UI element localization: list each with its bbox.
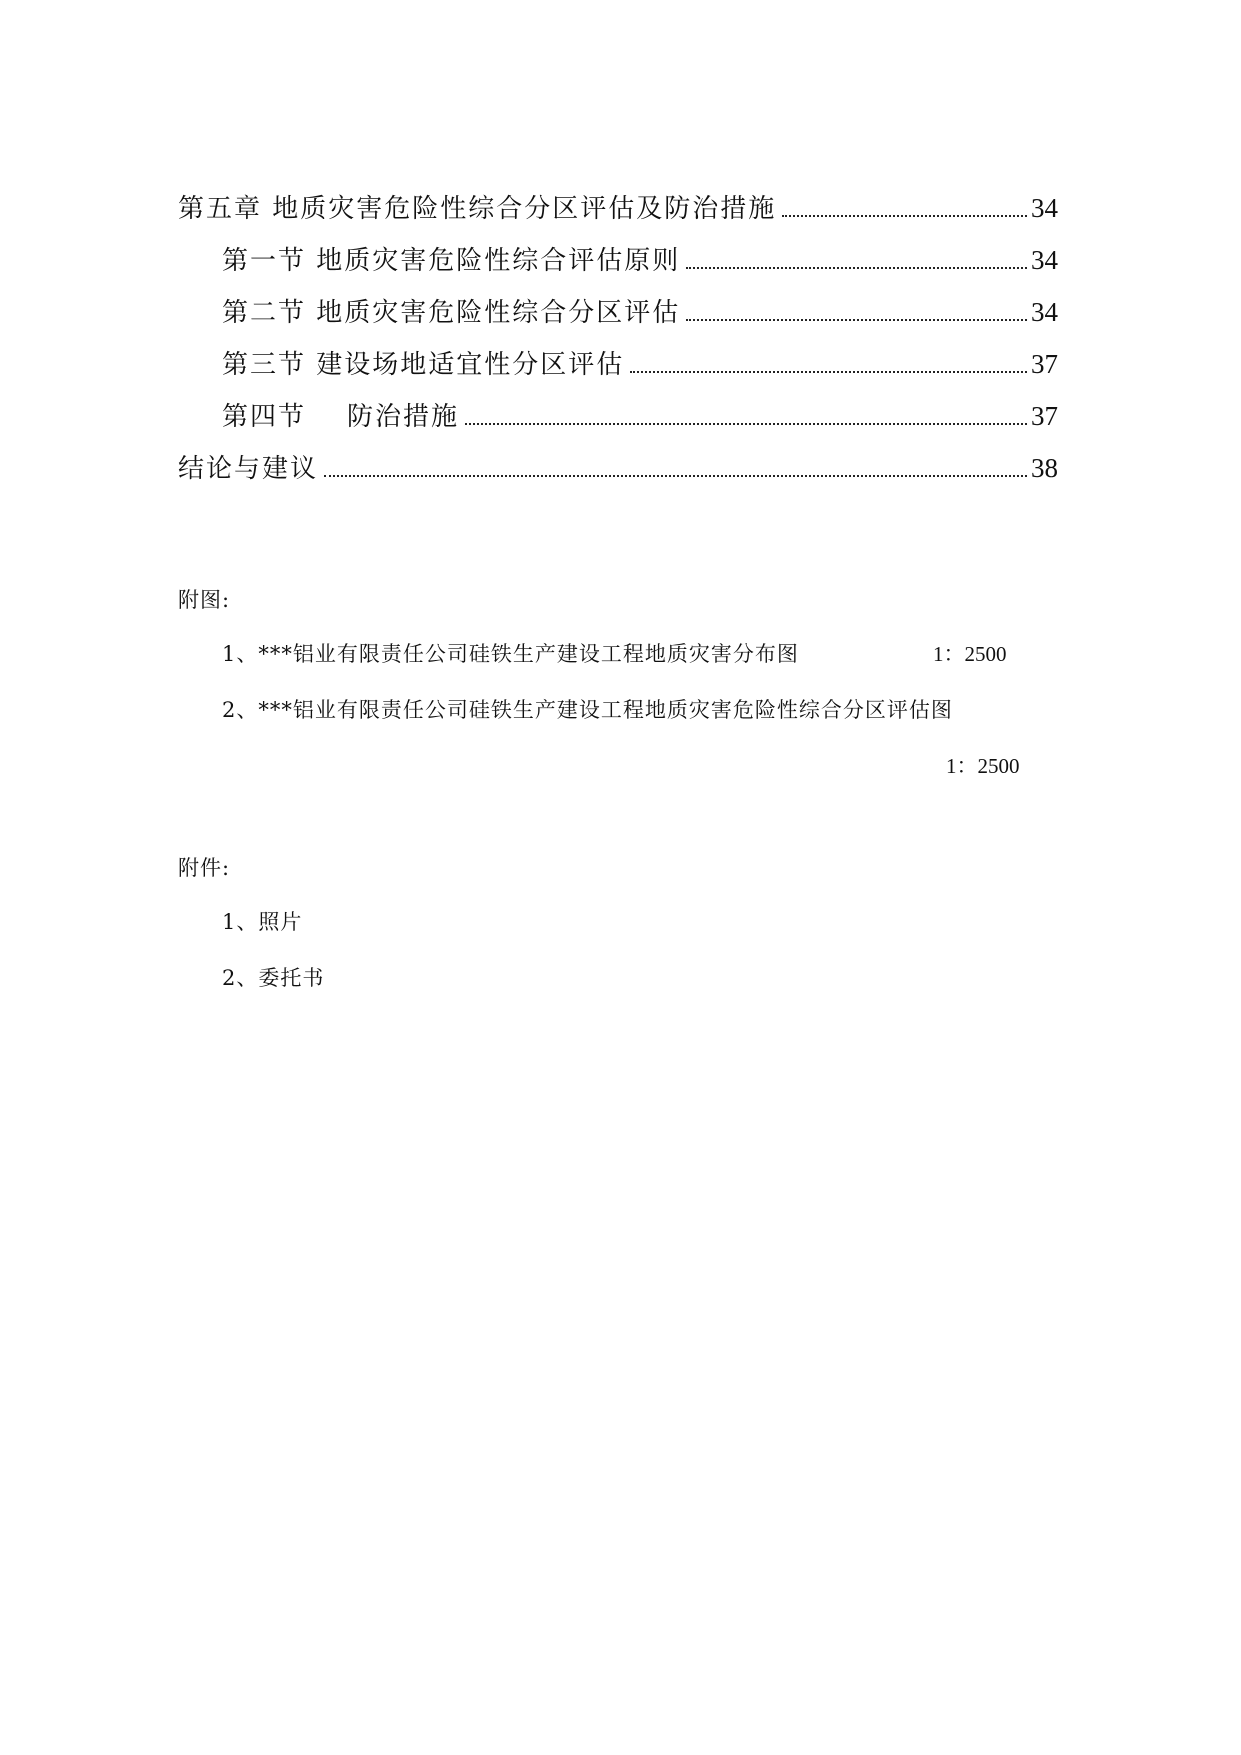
toc-page-number: 38 <box>1031 453 1058 483</box>
toc-entry-title: 结论与建议 <box>178 454 319 484</box>
toc-page-number: 37 <box>1031 349 1058 379</box>
toc-dot-leader <box>324 474 1027 477</box>
toc-page-number: 34 <box>1031 297 1058 327</box>
attachment-item-1: 1、照片 <box>222 910 303 934</box>
table-of-contents <box>178 188 1058 500</box>
figures-heading: 附图: <box>178 588 231 612</box>
toc-dot-leader <box>686 318 1027 321</box>
attachments-heading: 附件: <box>178 856 231 880</box>
toc-entry-title: 第二节 地质灾害危险性综合分区评估 <box>222 298 681 328</box>
toc-entry-section-3[interactable] <box>178 344 1058 396</box>
toc-entry-title: 第四节 防治措施 <box>222 402 460 432</box>
figure-scale-1: 1：2500 <box>933 642 1007 666</box>
toc-entry-title: 第五章 地质灾害危险性综合分区评估及防治措施 <box>178 194 777 224</box>
toc-dot-leader <box>686 266 1027 269</box>
toc-page-number: 37 <box>1031 401 1058 431</box>
toc-entry-title: 第一节 地质灾害危险性综合评估原则 <box>222 246 681 276</box>
attachment-item-2: 2、委托书 <box>222 966 325 990</box>
toc-page-number: 34 <box>1031 193 1058 223</box>
toc-page-number: 34 <box>1031 245 1058 275</box>
toc-dot-leader <box>782 214 1027 217</box>
figure-item-1: 1、***铝业有限责任公司硅铁生产建设工程地质灾害分布图 <box>222 642 799 666</box>
figure-item-2: 2、***铝业有限责任公司硅铁生产建设工程地质灾害危险性综合分区评估图 <box>222 698 953 722</box>
toc-entry-section-4[interactable] <box>178 396 1058 448</box>
figure-scale-2: 1：2500 <box>946 754 1020 778</box>
toc-dot-leader <box>630 370 1027 373</box>
toc-entry-conclusion[interactable] <box>178 448 1058 500</box>
toc-dot-leader <box>465 422 1027 425</box>
toc-entry-section-1[interactable] <box>178 240 1058 292</box>
toc-entry-title: 第三节 建设场地适宜性分区评估 <box>222 350 625 380</box>
toc-entry-chapter-5[interactable] <box>178 188 1058 240</box>
toc-entry-section-2[interactable] <box>178 292 1058 344</box>
